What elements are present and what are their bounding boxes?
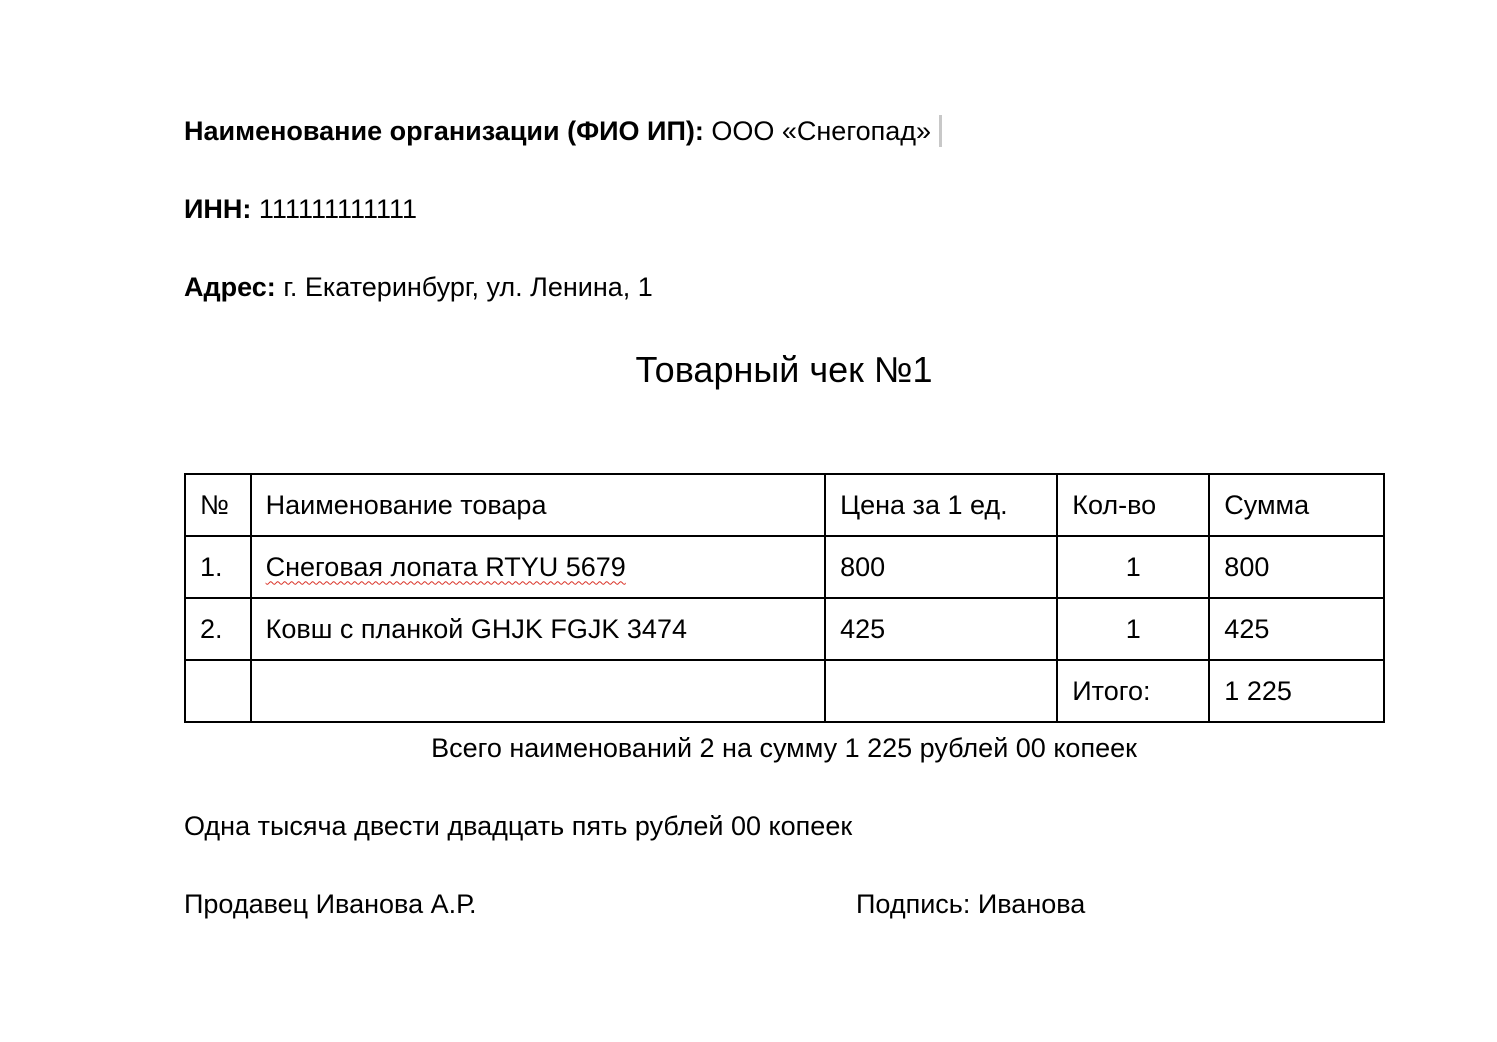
item-name: Ковш с планкой GHJK FGJK 3474 <box>251 598 826 660</box>
item-price: 800 <box>825 536 1057 598</box>
items-table <box>184 473 1385 723</box>
summary-line: Всего наименований 2 на сумму 1 225 рублей 00 копеек <box>431 733 1137 763</box>
column-header-price: Цена за 1 ед. <box>825 474 1057 536</box>
organization-label: Наименование организации (ФИО ИП): <box>184 116 704 146</box>
amount-in-words: Одна тысяча двести двадцать пять рублей 00 копеек <box>184 811 853 841</box>
address-label: Адрес: <box>184 272 276 302</box>
organization-value: ООО «Снегопад» <box>711 116 932 146</box>
row-number: 1. <box>185 536 251 598</box>
empty-cell <box>825 660 1057 722</box>
total-row <box>185 660 1384 722</box>
column-header-quantity: Кол-во <box>1057 474 1209 536</box>
inn-line <box>184 192 417 226</box>
total-label: Итого: <box>1057 660 1209 722</box>
table-row <box>185 536 1384 598</box>
item-sum: 800 <box>1209 536 1384 598</box>
item-name: Снеговая лопата RTYU 5679 <box>265 551 626 582</box>
table-row <box>185 598 1384 660</box>
item-quantity: 1 <box>1057 536 1209 598</box>
row-number: 2. <box>185 598 251 660</box>
organization-line <box>184 114 942 149</box>
receipt-title: Товарный чек №1 <box>635 349 933 390</box>
item-name-cell <box>251 536 826 598</box>
table-header-row <box>185 474 1384 536</box>
inn-label: ИНН: <box>184 194 252 224</box>
signature-line: Подпись: Иванова <box>856 889 1086 919</box>
item-sum: 425 <box>1209 598 1384 660</box>
empty-cell <box>185 660 251 722</box>
seller-line: Продавец Иванова А.Р. <box>184 889 477 919</box>
inn-value: 111111111111 <box>258 194 418 224</box>
empty-cell <box>251 660 826 722</box>
address-line <box>184 270 653 304</box>
total-value: 1 225 <box>1209 660 1384 722</box>
item-quantity: 1 <box>1057 598 1209 660</box>
column-header-number: № <box>185 474 251 536</box>
address-value: г. Екатеринбург, ул. Ленина, 1 <box>283 272 653 302</box>
column-header-sum: Сумма <box>1209 474 1384 536</box>
item-price: 425 <box>825 598 1057 660</box>
text-cursor <box>939 115 942 147</box>
column-header-name: Наименование товара <box>251 474 826 536</box>
